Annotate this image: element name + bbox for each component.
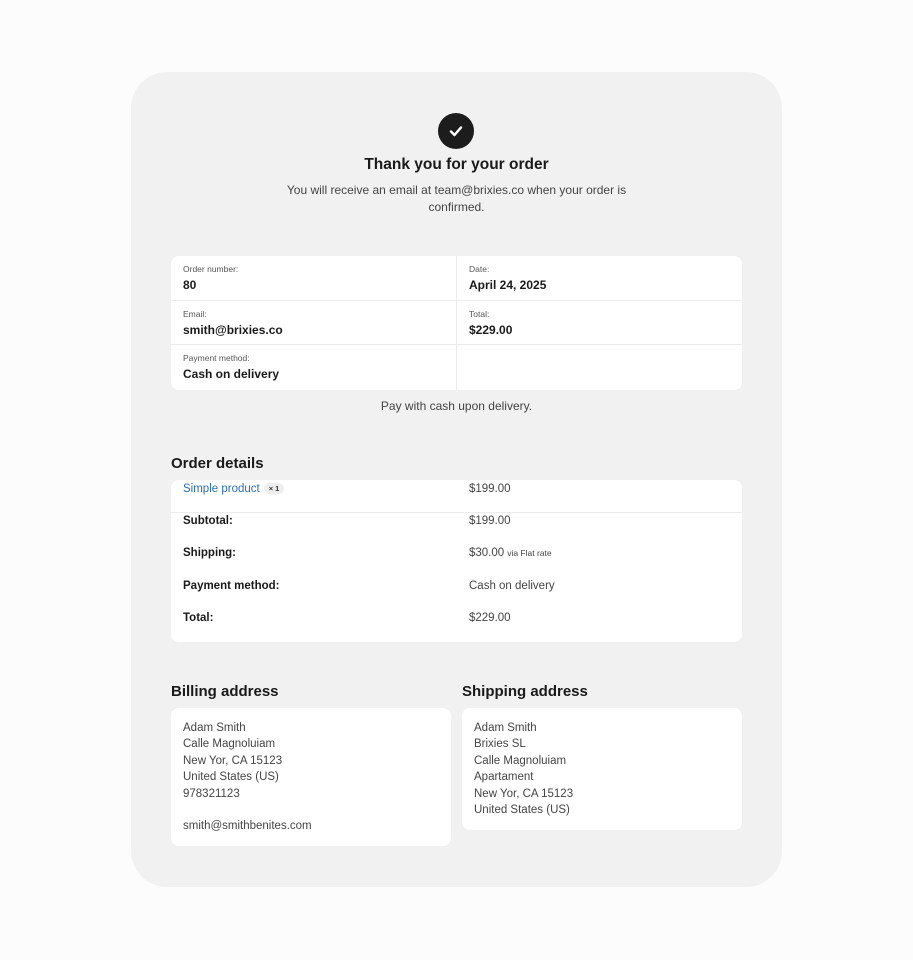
order-confirmation-card bbox=[131, 72, 782, 887]
quantity-badge: × 1 bbox=[264, 483, 285, 494]
payment-value: Cash on delivery bbox=[469, 580, 555, 592]
subtotal-label: Subtotal: bbox=[183, 515, 233, 527]
shipping-line: New Yor, CA 15123 bbox=[474, 787, 574, 800]
email-cell bbox=[171, 301, 456, 345]
email-label: Email: bbox=[183, 308, 207, 319]
shipping-address-box bbox=[462, 708, 742, 830]
page-title: Thank you for your order bbox=[364, 156, 549, 173]
payment-method-label: Payment method: bbox=[183, 353, 250, 363]
order-total-value: $229.00 bbox=[469, 612, 511, 624]
total-cell bbox=[456, 301, 742, 345]
shipping-line: United States (US) bbox=[474, 804, 570, 817]
divider bbox=[171, 512, 742, 513]
subtotal-value: $199.00 bbox=[469, 515, 511, 527]
payment-method-cell bbox=[171, 345, 456, 390]
check-circle-icon bbox=[438, 113, 474, 149]
shipping-address-heading: Shipping address bbox=[462, 683, 588, 700]
order-summary-row bbox=[171, 301, 742, 346]
shipping-value: $30.00 bbox=[469, 547, 505, 559]
billing-email: smith@smithbenites.com bbox=[183, 820, 312, 833]
product-price: $199.00 bbox=[469, 483, 511, 495]
billing-address-heading: Billing address bbox=[171, 683, 279, 700]
order-details-table bbox=[171, 480, 742, 642]
billing-phone: 978321123 bbox=[183, 787, 240, 800]
shipping-line: Calle Magnoluiam bbox=[474, 754, 567, 767]
total-value: $229.00 bbox=[469, 322, 513, 337]
order-number-cell bbox=[171, 256, 456, 300]
shipping-label: Shipping: bbox=[183, 547, 237, 559]
total-label: Total: bbox=[469, 308, 490, 319]
shipping-line: Brixies SL bbox=[474, 738, 526, 751]
shipping-value-cell bbox=[469, 547, 552, 559]
billing-address-box bbox=[171, 708, 451, 846]
order-total-label: Total: bbox=[183, 612, 214, 624]
payment-method-value: Cash on delivery bbox=[183, 367, 280, 381]
billing-line: New Yor, CA 15123 bbox=[183, 754, 283, 767]
spacer bbox=[183, 802, 439, 818]
shipping-line: Adam Smith bbox=[474, 722, 537, 734]
date-label: Date: bbox=[469, 264, 490, 274]
date-cell bbox=[456, 256, 742, 300]
email-value: smith@brixies.co bbox=[183, 322, 283, 337]
order-number-label: Order number: bbox=[183, 264, 239, 274]
confirmation-message: You will receive an email at team@brixies.co when your order is confirmed. bbox=[286, 183, 627, 214]
billing-line: United States (US) bbox=[183, 771, 279, 784]
order-summary-row bbox=[171, 256, 742, 301]
product-cell bbox=[183, 483, 284, 495]
shipping-method: via Flat rate bbox=[507, 548, 552, 558]
billing-line: Calle Magnoluiam bbox=[183, 738, 276, 751]
product-link[interactable]: Simple product bbox=[183, 483, 260, 495]
shipping-line: Apartament bbox=[474, 771, 534, 784]
date-value: April 24, 2025 bbox=[469, 278, 547, 292]
billing-line: Adam Smith bbox=[183, 722, 246, 734]
order-summary-table bbox=[171, 256, 742, 390]
order-summary-row bbox=[171, 345, 742, 390]
empty-cell bbox=[456, 345, 742, 390]
payment-label: Payment method: bbox=[183, 580, 280, 592]
payment-instructions: Pay with cash upon delivery. bbox=[380, 399, 533, 413]
order-number-value: 80 bbox=[183, 278, 197, 292]
order-details-heading: Order details bbox=[171, 455, 264, 472]
